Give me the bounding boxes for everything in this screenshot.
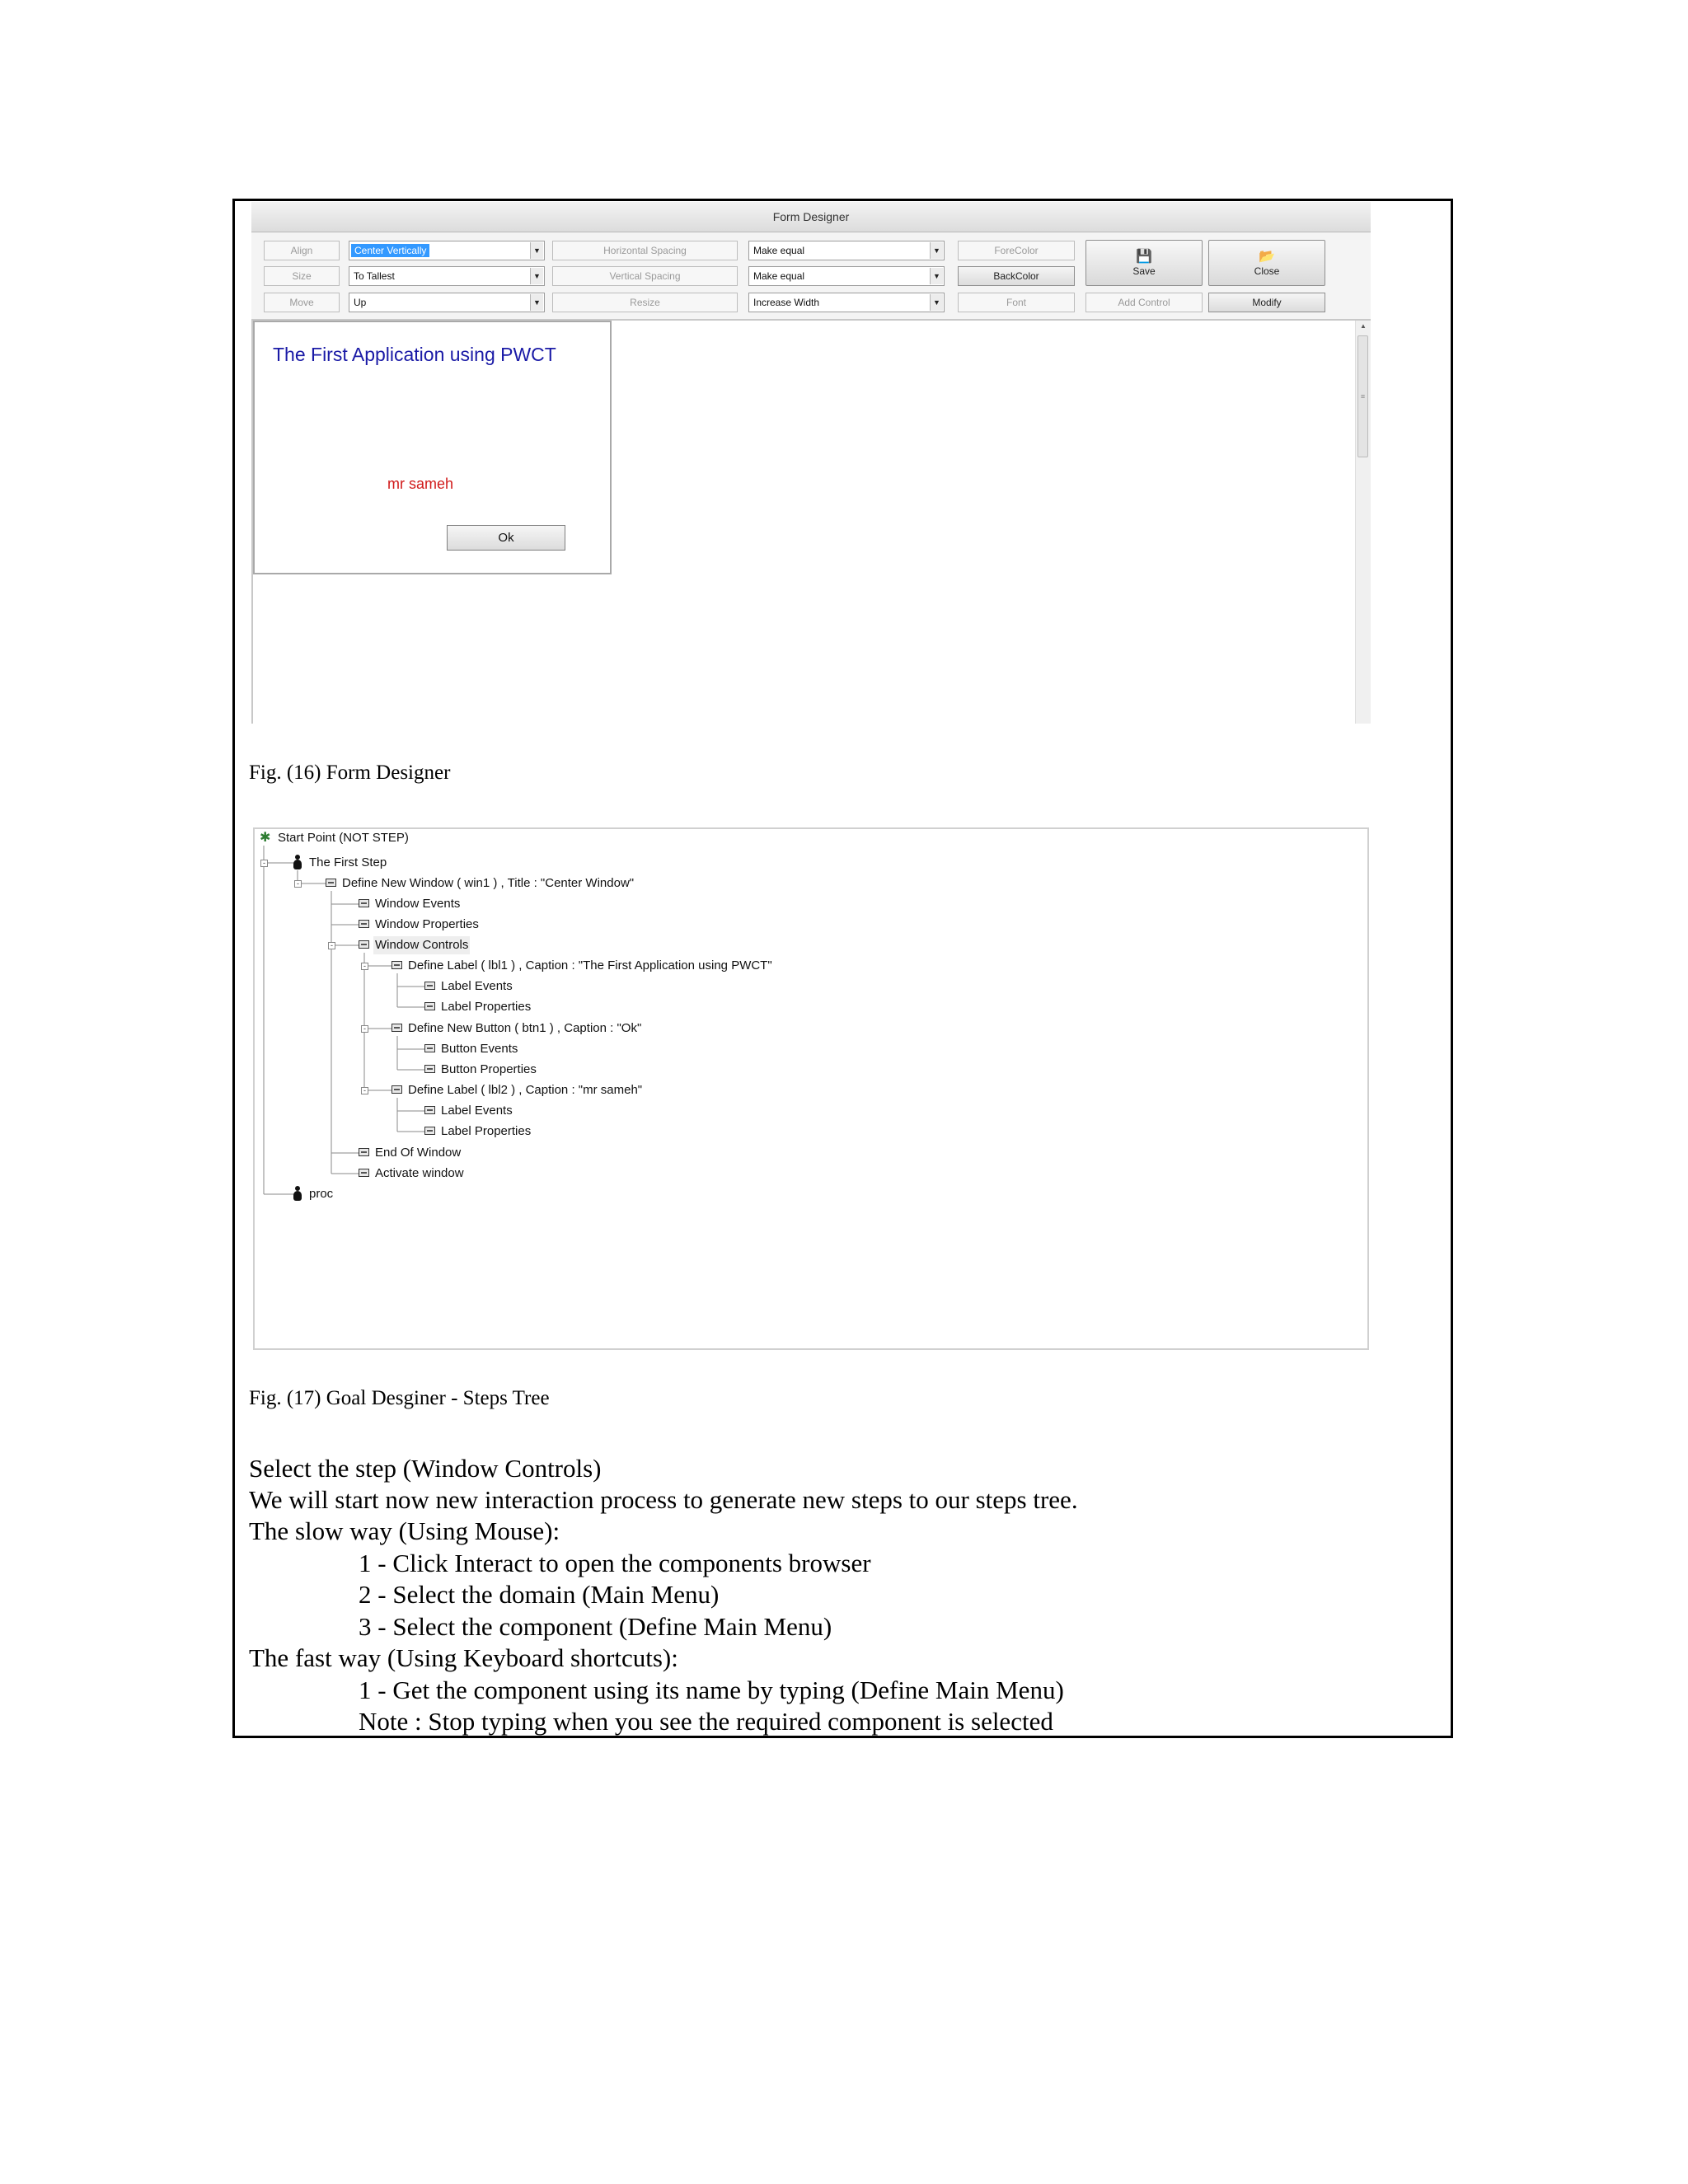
tree-node-label: Window Controls [373,936,470,954]
tree-node-label: Start Point (NOT STEP) [278,831,409,845]
grip-icon: ≡ [1360,392,1366,401]
steps-tree-panel [253,827,1369,1350]
tree-node-label: Label Properties [441,1000,532,1014]
body-line: 1 - Get the component using its name by typing (Define Main Menu) [359,1675,1064,1704]
step-icon [424,982,435,990]
chevron-down-icon[interactable]: ▼ [530,294,543,311]
save-icon: 💾 [1136,250,1152,264]
step-icon [359,1148,369,1156]
step-icon [359,899,369,907]
tree-node-label: Define New Button ( btn1 ) , Caption : "Ok" [408,1021,642,1035]
step-icon [424,1044,435,1052]
step-icon [392,1024,402,1032]
tree-node-label: Label Properties [441,1124,532,1138]
form-designer-title: Form Designer [251,202,1371,232]
scrollbar-thumb[interactable] [1357,335,1368,457]
body-line: Select the step (Window Controls) [249,1454,602,1483]
vertical-scrollbar[interactable] [1355,321,1371,724]
close-button[interactable] [1208,240,1325,286]
size-button[interactable]: Size [264,266,340,286]
form-label-name[interactable]: mr sameh [387,476,454,492]
tree-node-label: Window Properties [375,917,479,931]
step-icon [359,1169,369,1177]
form-label-title[interactable]: The First Application using PWCT [273,344,556,365]
collapse-icon[interactable]: - [361,963,368,970]
step-icon [392,961,402,969]
folder-close-icon: 📂 [1259,250,1275,264]
vertical-spacing-button[interactable]: Vertical Spacing [552,266,738,286]
chevron-down-icon[interactable]: ▼ [930,242,943,259]
tree-node-label: Define Label ( lbl1 ) , Caption : "The First Application using PWCT" [408,958,772,972]
backcolor-button[interactable]: BackColor [958,266,1075,286]
align-select-value: Center Vertically [351,244,429,257]
resize-value: Increase Width [753,297,820,308]
resize-select[interactable] [748,293,945,312]
step-icon [359,940,369,949]
step-icon [392,1085,402,1094]
resize-button[interactable]: Resize [552,293,738,312]
tree-node-label: The First Step [309,855,387,869]
move-select-value: Up [354,297,367,308]
align-select[interactable] [349,241,545,260]
tree-node-label: Label Events [441,979,513,993]
step-icon [424,1065,435,1073]
step-icon [424,1002,435,1010]
chevron-down-icon[interactable]: ▼ [530,242,543,259]
scroll-up-icon[interactable]: ▲ [1360,322,1367,330]
tree-node-label: End Of Window [375,1146,462,1160]
form-preview-window[interactable] [253,321,612,574]
move-button[interactable]: Move [264,293,340,312]
collapse-icon[interactable]: - [361,1087,368,1094]
body-line: Note : Stop typing when you see the required component is selected [359,1707,1053,1736]
horizontal-spacing-button[interactable]: Horizontal Spacing [552,241,738,260]
step-icon [359,920,369,928]
figure-17-caption: Fig. (17) Goal Desginer - Steps Tree [249,1387,550,1409]
chevron-down-icon[interactable]: ▼ [930,268,943,284]
body-line: 2 - Select the domain (Main Menu) [359,1580,720,1609]
horizontal-spacing-value: Make equal [753,245,805,256]
horizontal-spacing-select[interactable] [748,241,945,260]
form-designer-window [251,202,1371,724]
person-icon [293,855,302,871]
add-control-button[interactable]: Add Control [1085,293,1203,312]
modify-button[interactable]: Modify [1208,293,1325,312]
size-select-value: To Tallest [354,270,395,282]
body-line: The slow way (Using Mouse): [249,1516,560,1545]
size-select[interactable] [349,266,545,286]
tree-node-label: Activate window [375,1166,464,1180]
step-icon [424,1127,435,1135]
vertical-spacing-select[interactable] [748,266,945,286]
collapse-icon[interactable]: - [294,880,302,888]
body-line: 3 - Select the component (Define Main Menu) [359,1612,832,1641]
collapse-icon[interactable]: - [260,860,268,867]
save-button-label: Save [1132,265,1156,277]
font-button[interactable]: Font [958,293,1075,312]
collapse-icon[interactable]: - [328,942,335,949]
move-select[interactable] [349,293,545,312]
collapse-icon[interactable]: - [361,1025,368,1033]
tree-node-label: Button Events [441,1042,518,1056]
body-line: The fast way (Using Keyboard shortcuts): [249,1643,678,1672]
tree-node-label: Button Properties [441,1062,537,1076]
tree-node-label: Window Events [375,897,461,911]
tree-node-label: proc [309,1187,334,1201]
body-line: 1 - Click Interact to open the components browser [359,1549,871,1577]
forecolor-button[interactable]: ForeColor [958,241,1075,260]
tree-node-label: Define New Window ( win1 ) , Title : "Center Window" [342,876,635,890]
vertical-spacing-value: Make equal [753,270,805,282]
align-button[interactable]: Align [264,241,340,260]
body-line: We will start now new interaction process to generate new steps to our steps tree. [249,1485,1078,1514]
tree-node-label: Label Events [441,1104,513,1118]
tree-node-label: Define Label ( lbl2 ) , Caption : "mr sameh" [408,1083,643,1097]
step-icon [424,1106,435,1114]
chevron-down-icon[interactable]: ▼ [930,294,943,311]
chevron-down-icon[interactable]: ▼ [530,268,543,284]
person-icon [293,1186,302,1202]
close-button-label: Close [1254,265,1280,277]
figure-16-caption: Fig. (16) Form Designer [249,762,451,784]
design-canvas[interactable] [251,319,1371,724]
step-icon [326,879,336,887]
start-point-icon: ✱ [260,831,271,845]
save-button[interactable] [1085,240,1203,286]
form-ok-button[interactable]: Ok [447,525,565,551]
